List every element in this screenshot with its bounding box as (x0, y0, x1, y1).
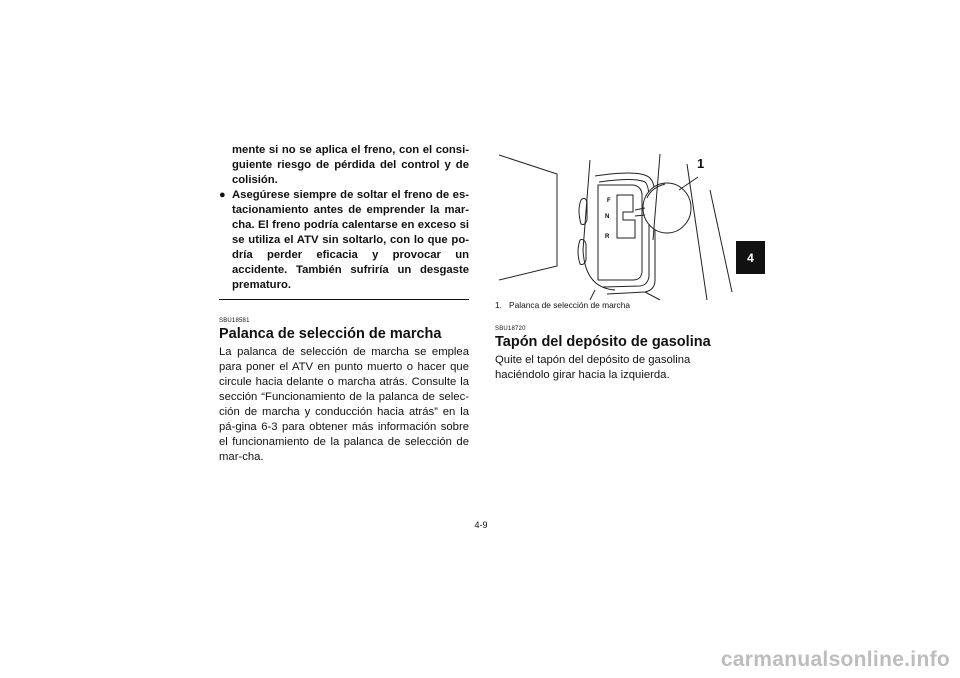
section-body: La palanca de selección de marcha se emplea para poner el ATV en punto muerto o hacer que circule hacia delante o marcha atrás. Consulte la sección “Funcionamiento de la palanca de selec-ción de marcha y conducción hacia atrás” en la pá-gina 6-3 para obtener más información sobre el funcionamiento de la palanca de selección de mar-cha. (219, 346, 469, 463)
warning-continuation: mente si no se aplica el freno, con el consi-guiente riesgo de pérdida del control y de colisión. (232, 144, 469, 186)
left-column (219, 143, 469, 465)
shift-lever-illustration (495, 140, 745, 300)
caption-number: 1. (495, 300, 502, 310)
shift-lever-figure (495, 140, 745, 300)
section-title: Tapón del depósito de gasolina (495, 334, 711, 350)
right-column (495, 140, 745, 383)
section-code: SBU18581 (219, 318, 250, 324)
caption-text: Palanca de selección de marcha (509, 300, 631, 310)
chapter-tab: 4 (736, 241, 765, 274)
gear-letter-n: N (605, 214, 610, 220)
page-number: 4-9 (474, 520, 488, 530)
watermark: carmanualsonline.info (720, 648, 950, 671)
section-body: Quite el tapón del depósito de gasolina haciéndolo girar hacia la izquierda. (495, 354, 691, 381)
figure-callout: 1 (697, 156, 705, 171)
bullet-icon: ● (219, 189, 226, 201)
gear-letter-f: F (607, 198, 611, 204)
warning-bullet (219, 188, 469, 293)
gear-letter-r: R (605, 234, 610, 240)
section-title: Palanca de selección de marcha (219, 326, 442, 342)
figure-caption (495, 300, 745, 310)
section-code: SBU18720 (495, 326, 526, 332)
warning-bullet-text: Asegúrese siempre de soltar el freno de es-tacionamiento antes de emprender la mar-cha. El freno podría calentarse en exceso si se utiliza el ATV sin soltarlo, con lo que po-dría perder eficacia y provocar un accidente. También sufriría un desgaste prematuro. (232, 189, 469, 291)
